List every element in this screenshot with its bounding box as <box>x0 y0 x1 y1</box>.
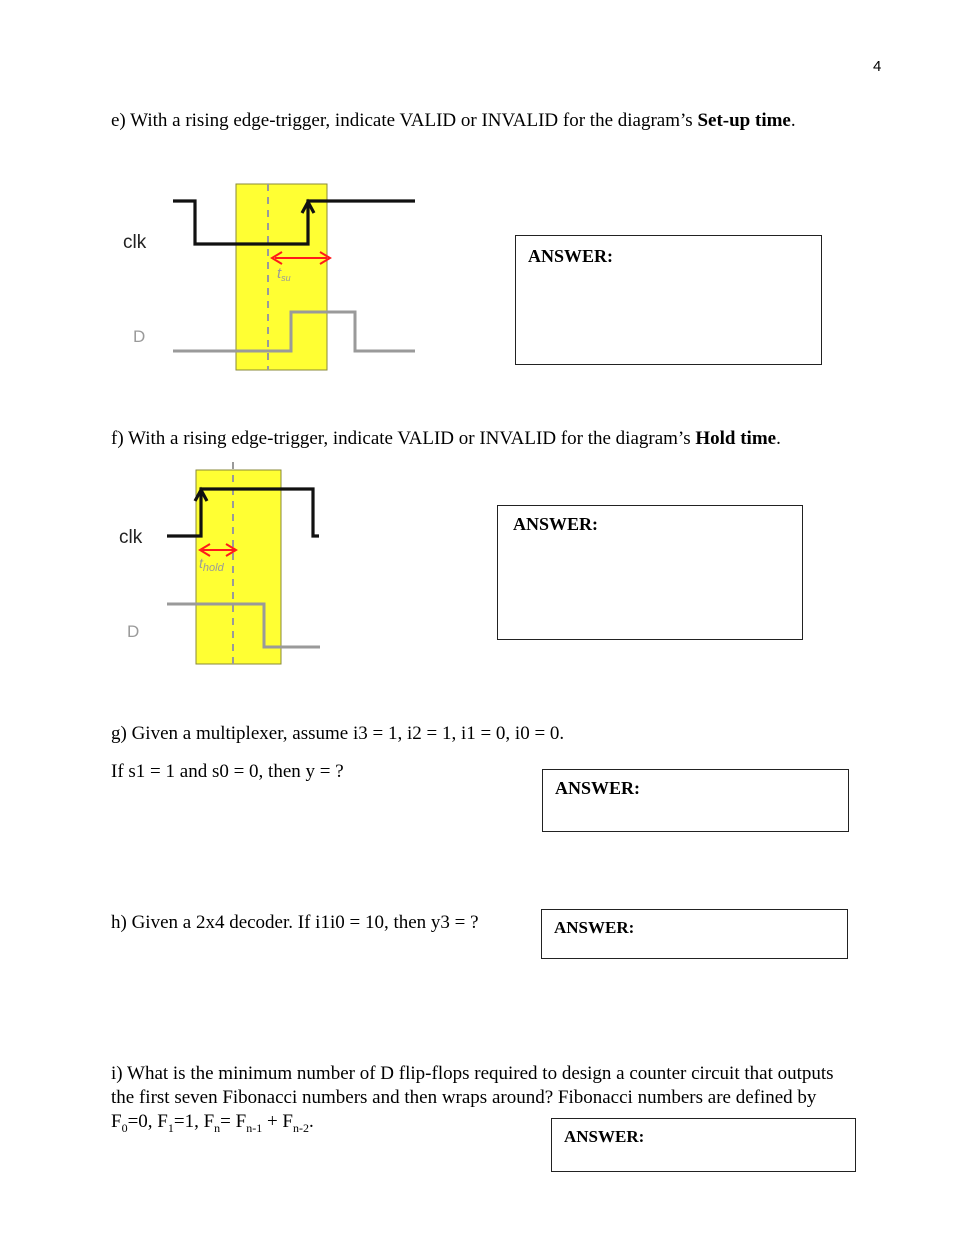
answer-label-e: ANSWER: <box>528 246 614 266</box>
hold-time-diagram <box>115 462 335 672</box>
question-h-text: h) Given a 2x4 decoder. If i1i0 = 10, then y3 = ? <box>111 912 479 933</box>
question-i-line1: i) What is the minimum number of D flip-flops required to design a counter circuit that outputs <box>111 1063 834 1084</box>
answer-label-i: ANSWER: <box>564 1127 645 1146</box>
answer-box-e[interactable] <box>515 235 822 365</box>
question-e-text: e) With a rising edge-trigger, indicate VALID or INVALID for the diagram’s Set-up time. <box>111 110 796 131</box>
answer-box-h[interactable] <box>541 909 848 959</box>
answer-label-h: ANSWER: <box>554 918 635 937</box>
setup-time-diagram <box>115 175 425 380</box>
answer-label-f: ANSWER: <box>513 514 599 534</box>
answer-box-f[interactable] <box>497 505 803 640</box>
d-label: D <box>127 622 140 641</box>
tsu-label: $t_{su}$ <box>277 265 291 283</box>
question-g-line1: g) Given a multiplexer, assume i3 = 1, i2 = 1, i1 = 0, i0 = 0. <box>111 723 565 744</box>
answer-label-g: ANSWER: <box>555 778 641 798</box>
question-f-bold: Hold time <box>695 428 777 449</box>
page-number: 4 <box>873 58 882 75</box>
fibonacci-definition: $F_0=0$, $F_1=1$, $F_n= F_{n-1} + F_{n-2}$. <box>111 1111 314 1135</box>
answer-box-i[interactable] <box>551 1118 856 1172</box>
question-g-line2: If s1 = 1 and s0 = 0, then y = ? <box>111 761 344 782</box>
question-i-line2: the first seven Fibonacci numbers and then wraps around? Fibonacci numbers are defined by <box>111 1087 817 1108</box>
answer-box-g[interactable] <box>542 769 849 832</box>
clk-label: clk <box>123 232 147 253</box>
thold-label: $t_{hold}$ <box>199 555 224 574</box>
question-f-text: f) With a rising edge-trigger, indicate VALID or INVALID for the diagram’s Hold time. <box>111 428 781 449</box>
question-e-bold: Set-up time <box>697 110 791 131</box>
clk-label: clk <box>119 527 143 548</box>
d-label: D <box>133 327 146 346</box>
